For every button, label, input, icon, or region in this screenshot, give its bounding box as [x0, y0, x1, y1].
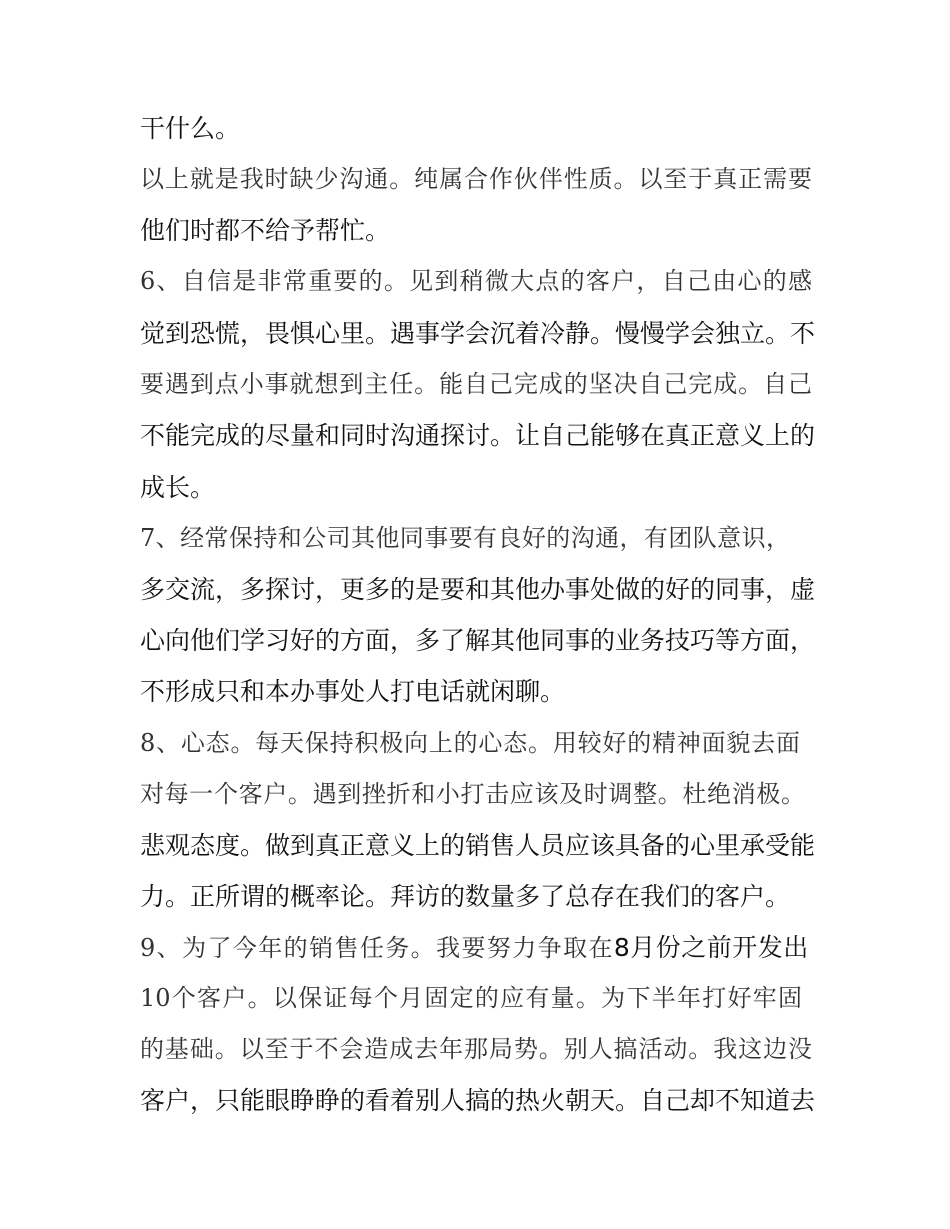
text-line: 悲观态度。做到真正意义上的销售人员应该具备的心里承受能 [140, 831, 816, 860]
text-line: 他们时都不给予帮忙。 [140, 216, 391, 245]
text-line [140, 922, 812, 973]
text-line: 要遇到点小事就想到主任。能自己完成的坚决自己完成。自己 [140, 370, 812, 398]
text-line: 心向他们学习好的方面，多了解其他同事的业务技巧等方面， [140, 626, 816, 655]
text-line: 10个客户。以保证每个月固定的应有量。为下半年打好牢固 [140, 984, 802, 1012]
text-line: 客户，只能眼睁睁的看着别人搞的热火朝天。自己却不知道去 [140, 1086, 816, 1115]
text-line: 6、自信是非常重要的。见到稍微大点的客户，自己由心的感 [140, 267, 812, 295]
text-line: 的基础。以至于不会造成去年那局势。别人搞活动。我这边没 [140, 1035, 812, 1063]
text-line: 8、心态。每天保持积极向上的心态。用较好的精神面貌去面 [140, 729, 800, 757]
text-segment-emphasis: 8月份之前开发出 [613, 933, 809, 962]
text-line: 成长。 [140, 473, 216, 502]
text-line: 不能完成的尽量和同时沟通探讨。让自己能够在真正意义上的 [140, 421, 816, 450]
text-line: 以上就是我时缺少沟通。纯属合作伙伴性质。以至于真正需要 [140, 165, 812, 193]
text-segment: 9、为了今年的销售任务。我要努力争取在 [140, 934, 614, 962]
text-line: 对每一个客户。遇到挫折和小打击应该及时调整。杜绝消极。 [140, 780, 805, 808]
text-line: 7、经常保持和公司其他同事要有良好的沟通，有团队意识， [140, 524, 790, 552]
text-line: 多交流，多探讨，更多的是要和其他办事处做的好的同事，虚 [140, 575, 816, 604]
text-line: 力。正所谓的概率论。拜访的数量多了总存在我们的客户。 [140, 882, 791, 911]
text-line: 干什么。 [140, 114, 241, 143]
text-line: 觉到恐慌，畏惧心里。遇事学会沉着冷静。慢慢学会独立。不 [140, 319, 816, 348]
text-line: 不形成只和本办事处人打电话就闲聊。 [140, 677, 566, 706]
